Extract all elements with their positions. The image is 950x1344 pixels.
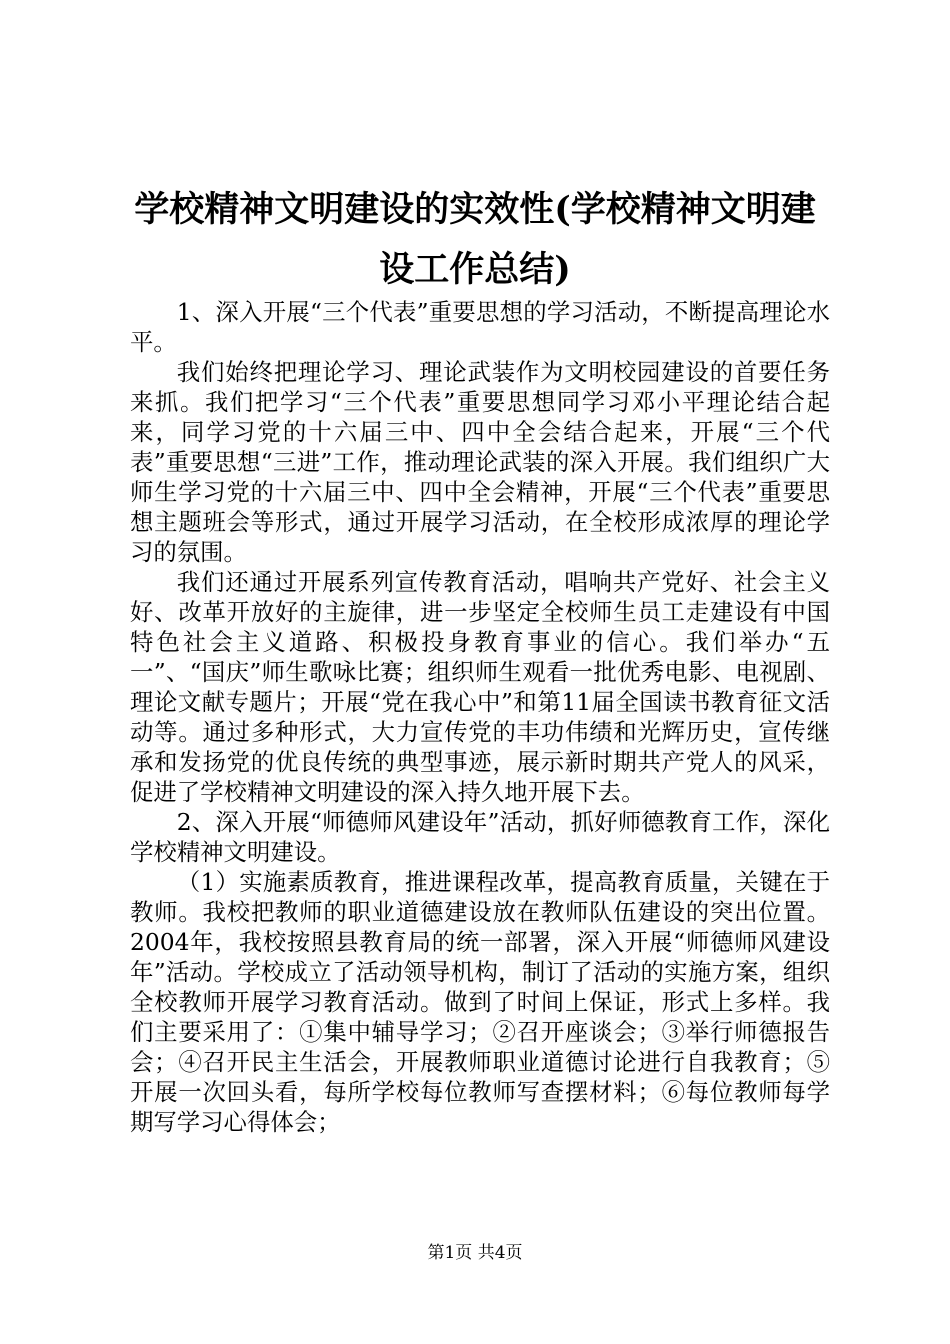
paragraph: （1）实施素质教育，推进课程改革，提高教育质量，关键在于教师。我校把教师的职业道德建设放在教师队伍建设的突出位置。2004年，我校按照县教育局的统一部署，深入开展“师德师风建设年”活动。学校成立了活动领导机构，制订了活动的实施方案，组织全校教师开展学习教育活动。做到了时间上保证，形式上多样。我们主要采用了：①集中辅导学习；②召开座谈会；③举行师德报告会；④召开民主生活会，开展教师职业道德讨论进行自我教育；⑤开展一次回头看，每所学校每位教师写查摆材料；⑥每位教师每学期写学习心得体会； — [130, 868, 830, 1136]
document-title-line-1: 学校精神文明建设的实效性(学校精神文明建 — [134, 189, 816, 230]
page-footer: 第1页 共4页 — [427, 1243, 523, 1263]
paragraph: 2、深入开展“师德师风建设年”活动，抓好师德教育工作，深化学校精神文明建设。 — [130, 808, 830, 866]
document-title-line-2: 设工作总结) — [379, 249, 571, 290]
paragraph: 1、深入开展“三个代表”重要思想的学习活动，不断提高理论水平。 — [130, 298, 830, 356]
paragraph: 我们始终把理论学习、理论武装作为文明校园建设的首要任务来抓。我们把学习“三个代表”重要思想同学习邓小平理论结合起来，同学习党的十六届三中、四中全会结合起来，开展“三个代表”重要思想“三进”工作，推动理论武装的深入开展。我们组织广大师生学习党的十六届三中、四中全会精神，开展“三个代表”重要思想主题班会等形式，通过开展学习活动，在全校形成浓厚的理论学习的氛围。 — [130, 358, 830, 566]
paragraph: 我们还通过开展系列宣传教育活动，唱响共产党好、社会主义好、改革开放好的主旋律，进一步坚定全校师生员工走建设有中国特色社会主义道路、积极投身教育事业的信心。我们举办“五一”、“国庆”师生歌咏比赛；组织师生观看一批优秀电影、电视剧、理论文献专题片；开展“党在我心中”和第11届全国读书教育征文活动等。通过多种形式，大力宣传党的丰功伟绩和光辉历史，宣传继承和发扬党的优良传统的典型事迹，展示新时期共产党人的风采，促进了学校精神文明建设的深入持久地开展下去。 — [130, 568, 830, 806]
document-body — [130, 297, 830, 1137]
